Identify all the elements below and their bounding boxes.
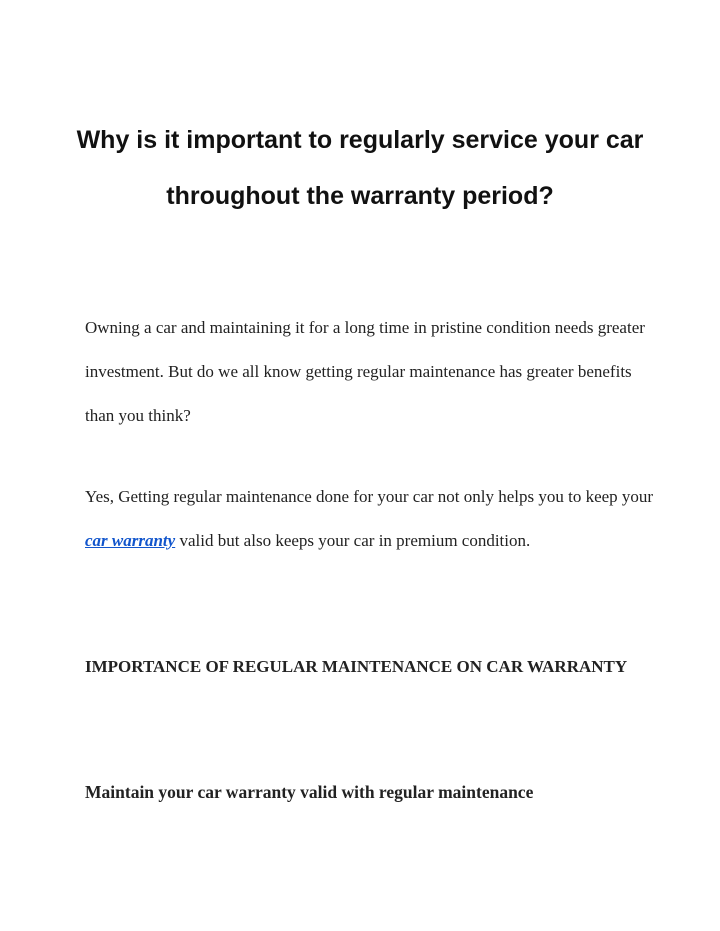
car-warranty-link[interactable]: car warranty [85,531,176,550]
section-subheading: Maintain your car warranty valid with regular maintenance [85,782,534,802]
intro-paragraph: Owning a car and maintaining it for a long time in pristine condition needs greater investment. But do we all know getting regular maintenance has greater benefits than you think? [85,318,645,425]
page-title: Why is it important to regularly service your car throughout the warranty period? [76,126,644,210]
section-heading: IMPORTANCE OF REGULAR MAINTENANCE ON CAR WARRANTY [85,657,628,676]
paragraph-text-before-link: Yes, Getting regular maintenance done for your car not only helps you to keep your [85,487,654,506]
warranty-paragraph [85,475,655,563]
paragraph-text-after-link: valid but also keeps your car in premium condition. [175,531,531,550]
